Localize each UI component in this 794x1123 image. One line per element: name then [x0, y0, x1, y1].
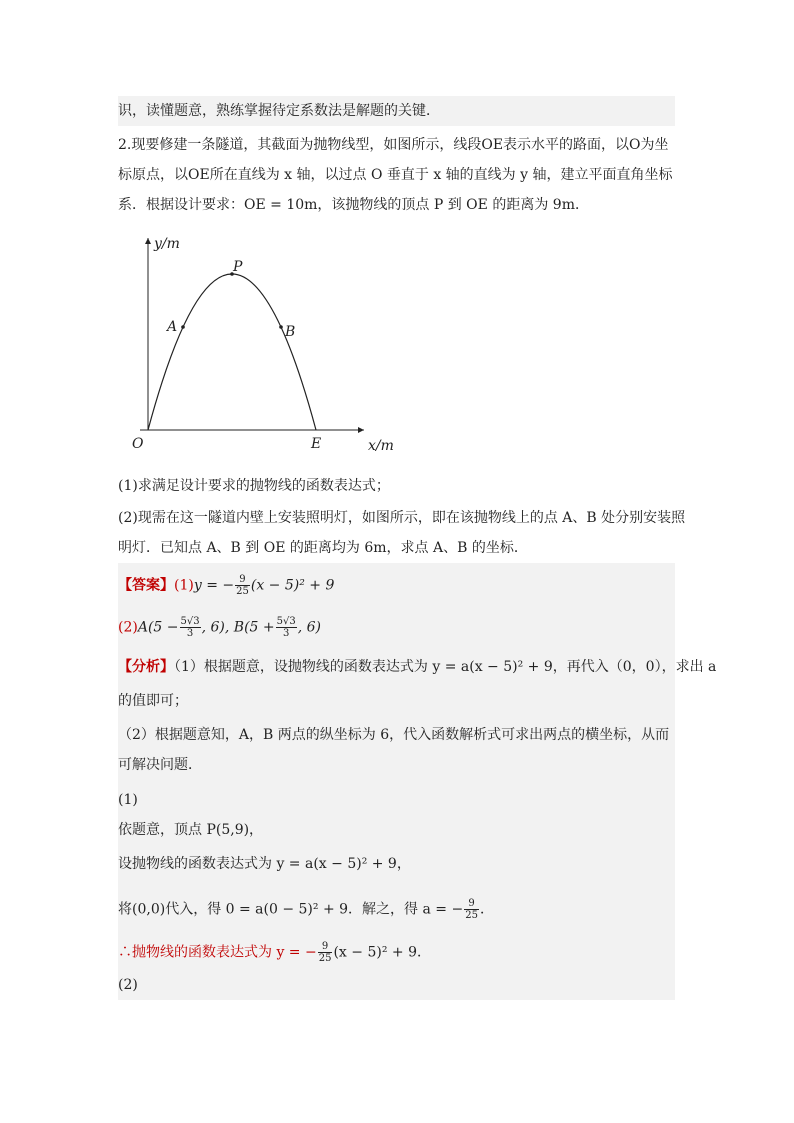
analysis-line-2: 的值即可；: [118, 693, 188, 709]
solution-label-1: (1): [118, 792, 138, 808]
solution-line-2: 设抛物线的函数表达式为 y = a(x − 5)² + 9，: [118, 856, 411, 872]
point-e-label: E: [311, 436, 322, 452]
solution-line-4-fraction: [318, 941, 333, 964]
answer-2-fraction-b: [276, 616, 297, 639]
analysis-line-1: [118, 657, 716, 677]
problem-line-1: 2.现要修建一条隧道，其截面为抛物线型，如图所示，线段OE表示水平的路面，以O为坐: [118, 137, 669, 153]
fraction-denominator: 25: [465, 910, 478, 921]
fraction-denominator: 25: [318, 953, 332, 964]
question-2-line-2: 明灯．已知点 A、B 到 OE 的距离均为 6m，求点 A、B 的坐标．: [118, 540, 528, 556]
analysis-line-4: 可解决问题．: [118, 757, 202, 773]
analysis-tag: 【分析】: [118, 659, 174, 675]
parabola-curve: [148, 274, 316, 430]
point-b-dot: [279, 325, 283, 329]
answer-line-2: [118, 616, 321, 639]
solution-line-4-text: ∴抛物线的函数表达式为 y = −: [118, 944, 317, 961]
fraction-denominator: 25: [236, 586, 249, 597]
answer-1-lhs: y = −: [193, 577, 235, 594]
solution-line-3: [118, 898, 494, 921]
analysis-text-1: （1）根据题意，设抛物线的函数表达式为 y = a(x − 5)² + 9，再代入（0，0），求出 a: [174, 659, 717, 675]
fraction-denominator: 3: [186, 628, 194, 639]
answer-line-1: [118, 574, 334, 597]
question-2-line-1: (2)现需在这一隧道内壁上安装照明灯，如图所示，即在该抛物线上的点 A、B 处分别安装照: [118, 510, 686, 526]
fraction-numerator: 9: [235, 574, 250, 586]
problem-line-3: 系．根据设计要求：OE = 10m，该抛物线的顶点 P 到 OE 的距离为 9m．: [118, 197, 589, 213]
solution-line-3-end: ．: [479, 901, 494, 918]
solution-line-4: [118, 941, 431, 964]
answer-1-rest: (x − 5)² + 9: [250, 577, 335, 594]
solution-line-4-end: (x − 5)² + 9．: [333, 944, 431, 961]
answer-2-b-end: , 6): [297, 619, 322, 636]
answer-1-fraction: [235, 574, 250, 597]
answer-2-a-end: , 6), B(5 +: [201, 619, 275, 636]
solution-line-3-text: 将(0,0)代入，得 0 = a(0 − 5)² + 9．解之，得 a = −: [118, 901, 464, 918]
fraction-numerator: 9: [464, 898, 479, 910]
answer-tag: 【答案】: [118, 577, 174, 594]
point-a-label: A: [167, 319, 178, 335]
solution-line-1: 依题意，顶点 P(5,9)，: [118, 822, 264, 838]
question-1: (1)求满足设计要求的抛物线的函数表达式；: [118, 478, 390, 494]
point-b-label: B: [285, 324, 296, 340]
fraction-numerator: 5√3: [180, 616, 200, 627]
origin-label: O: [132, 436, 144, 452]
point-p-label: P: [233, 259, 243, 275]
fraction-numerator: 9: [318, 941, 333, 953]
analysis-line-3: （2）根据题意知，A，B 两点的纵坐标为 6，代入函数解析式可求出两点的横坐标，从而: [118, 727, 670, 743]
fraction-denominator: 3: [283, 628, 290, 639]
answer-1-prefix: (1): [174, 577, 194, 594]
solution-line-3-fraction: [464, 898, 479, 921]
y-axis-label: y/m: [154, 236, 180, 252]
text-line: 识，读懂题意，熟练掌握待定系数法是解题的关键．: [118, 103, 440, 119]
point-a-dot: [181, 325, 185, 329]
fraction-numerator: 5√3: [276, 616, 296, 627]
problem-line-2: 标原点，以OE所在直线为 x 轴，以过点 O 垂直于 x 轴的直线为 y 轴，建立平面直角坐标: [118, 167, 673, 183]
parabola-figure: [130, 230, 400, 462]
answer-2-a: A(5 −: [137, 619, 179, 636]
answer-2-fraction-a: [180, 616, 201, 639]
x-axis-label: x/m: [368, 438, 394, 454]
answer-2-prefix: (2): [118, 619, 138, 636]
solution-label-2: (2): [118, 977, 138, 993]
